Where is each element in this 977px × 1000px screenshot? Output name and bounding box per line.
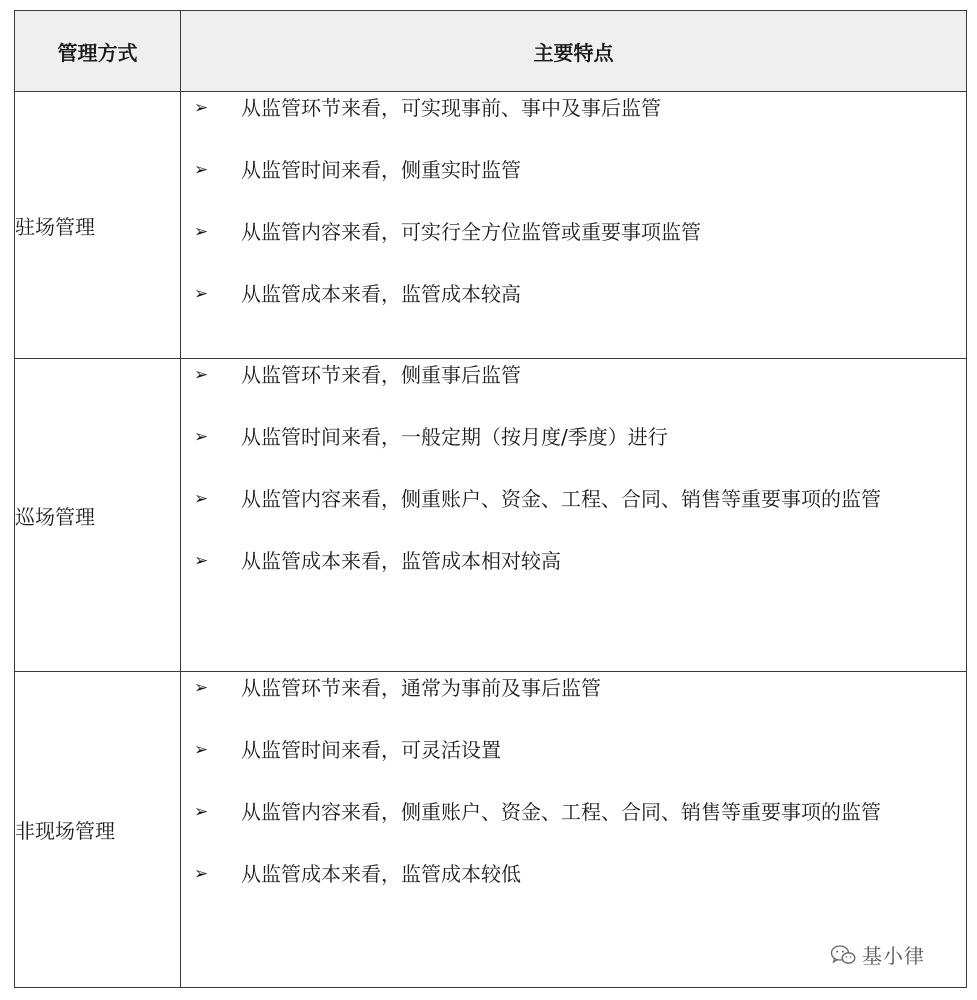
right-arrowhead-icon: ➢ <box>194 365 209 385</box>
right-arrowhead-icon: ➢ <box>194 160 209 180</box>
list-item-text: 从监管环节来看，通常为事前及事后监管 <box>241 676 601 700</box>
right-arrowhead-icon: ➢ <box>194 740 209 760</box>
right-arrowhead-icon: ➢ <box>194 864 209 884</box>
list-item-text: 从监管成本来看，监管成本较高 <box>241 282 521 306</box>
list-item-text: 从监管时间来看，一般定期（按月度/季度）进行 <box>241 425 668 449</box>
list-item <box>181 278 966 311</box>
list-item <box>181 483 966 516</box>
list-item-text: 从监管环节来看，侧重事后监管 <box>241 363 521 387</box>
right-arrowhead-icon: ➢ <box>194 489 209 509</box>
mode-cell: 巡场管理 <box>15 359 181 672</box>
header-main-features: 主要特点 <box>181 11 967 92</box>
list-item-text: 从监管时间来看，可灵活设置 <box>241 738 501 762</box>
list-item-text: 从监管内容来看，侧重账户、资金、工程、合同、销售等重要事项的监管 <box>241 487 881 511</box>
management-comparison-table <box>14 10 967 988</box>
list-item <box>181 359 966 392</box>
wechat-icon <box>830 944 856 966</box>
features-cell <box>181 359 967 672</box>
mode-cell: 驻场管理 <box>15 92 181 359</box>
right-arrowhead-icon: ➢ <box>194 222 209 242</box>
header-row <box>15 11 967 92</box>
mode-cell: 非现场管理 <box>15 672 181 988</box>
list-item <box>181 545 966 578</box>
list-item <box>181 216 966 249</box>
list-item <box>181 154 966 187</box>
list-item-text: 从监管内容来看，可实行全方位监管或重要事项监管 <box>241 220 701 244</box>
table-row <box>15 92 967 359</box>
list-item-text: 从监管内容来看，侧重账户、资金、工程、合同、销售等重要事项的监管 <box>241 800 881 824</box>
table-row <box>15 359 967 672</box>
document-page <box>14 10 966 988</box>
list-item-text: 从监管成本来看，监管成本相对较高 <box>241 549 561 573</box>
feature-list <box>181 359 966 578</box>
right-arrowhead-icon: ➢ <box>194 678 209 698</box>
feature-list <box>181 672 966 891</box>
right-arrowhead-icon: ➢ <box>194 427 209 447</box>
list-item <box>181 421 966 454</box>
features-cell <box>181 92 967 359</box>
list-item <box>181 796 966 829</box>
list-item <box>181 858 966 891</box>
table-header <box>15 11 967 92</box>
list-item-text: 从监管环节来看，可实现事前、事中及事后监管 <box>241 96 661 120</box>
right-arrowhead-icon: ➢ <box>194 551 209 571</box>
wechat-watermark <box>826 938 929 971</box>
list-item-text: 从监管成本来看，监管成本较低 <box>241 862 521 886</box>
right-arrowhead-icon: ➢ <box>194 98 209 118</box>
list-item <box>181 672 966 705</box>
list-item <box>181 734 966 767</box>
list-item-text: 从监管时间来看，侧重实时监管 <box>241 158 521 182</box>
table-row <box>15 672 967 988</box>
list-item <box>181 92 966 125</box>
header-management-mode: 管理方式 <box>15 11 181 92</box>
feature-list <box>181 92 966 311</box>
right-arrowhead-icon: ➢ <box>194 802 209 822</box>
right-arrowhead-icon: ➢ <box>194 284 209 304</box>
watermark-text: 基小律 <box>862 944 925 968</box>
